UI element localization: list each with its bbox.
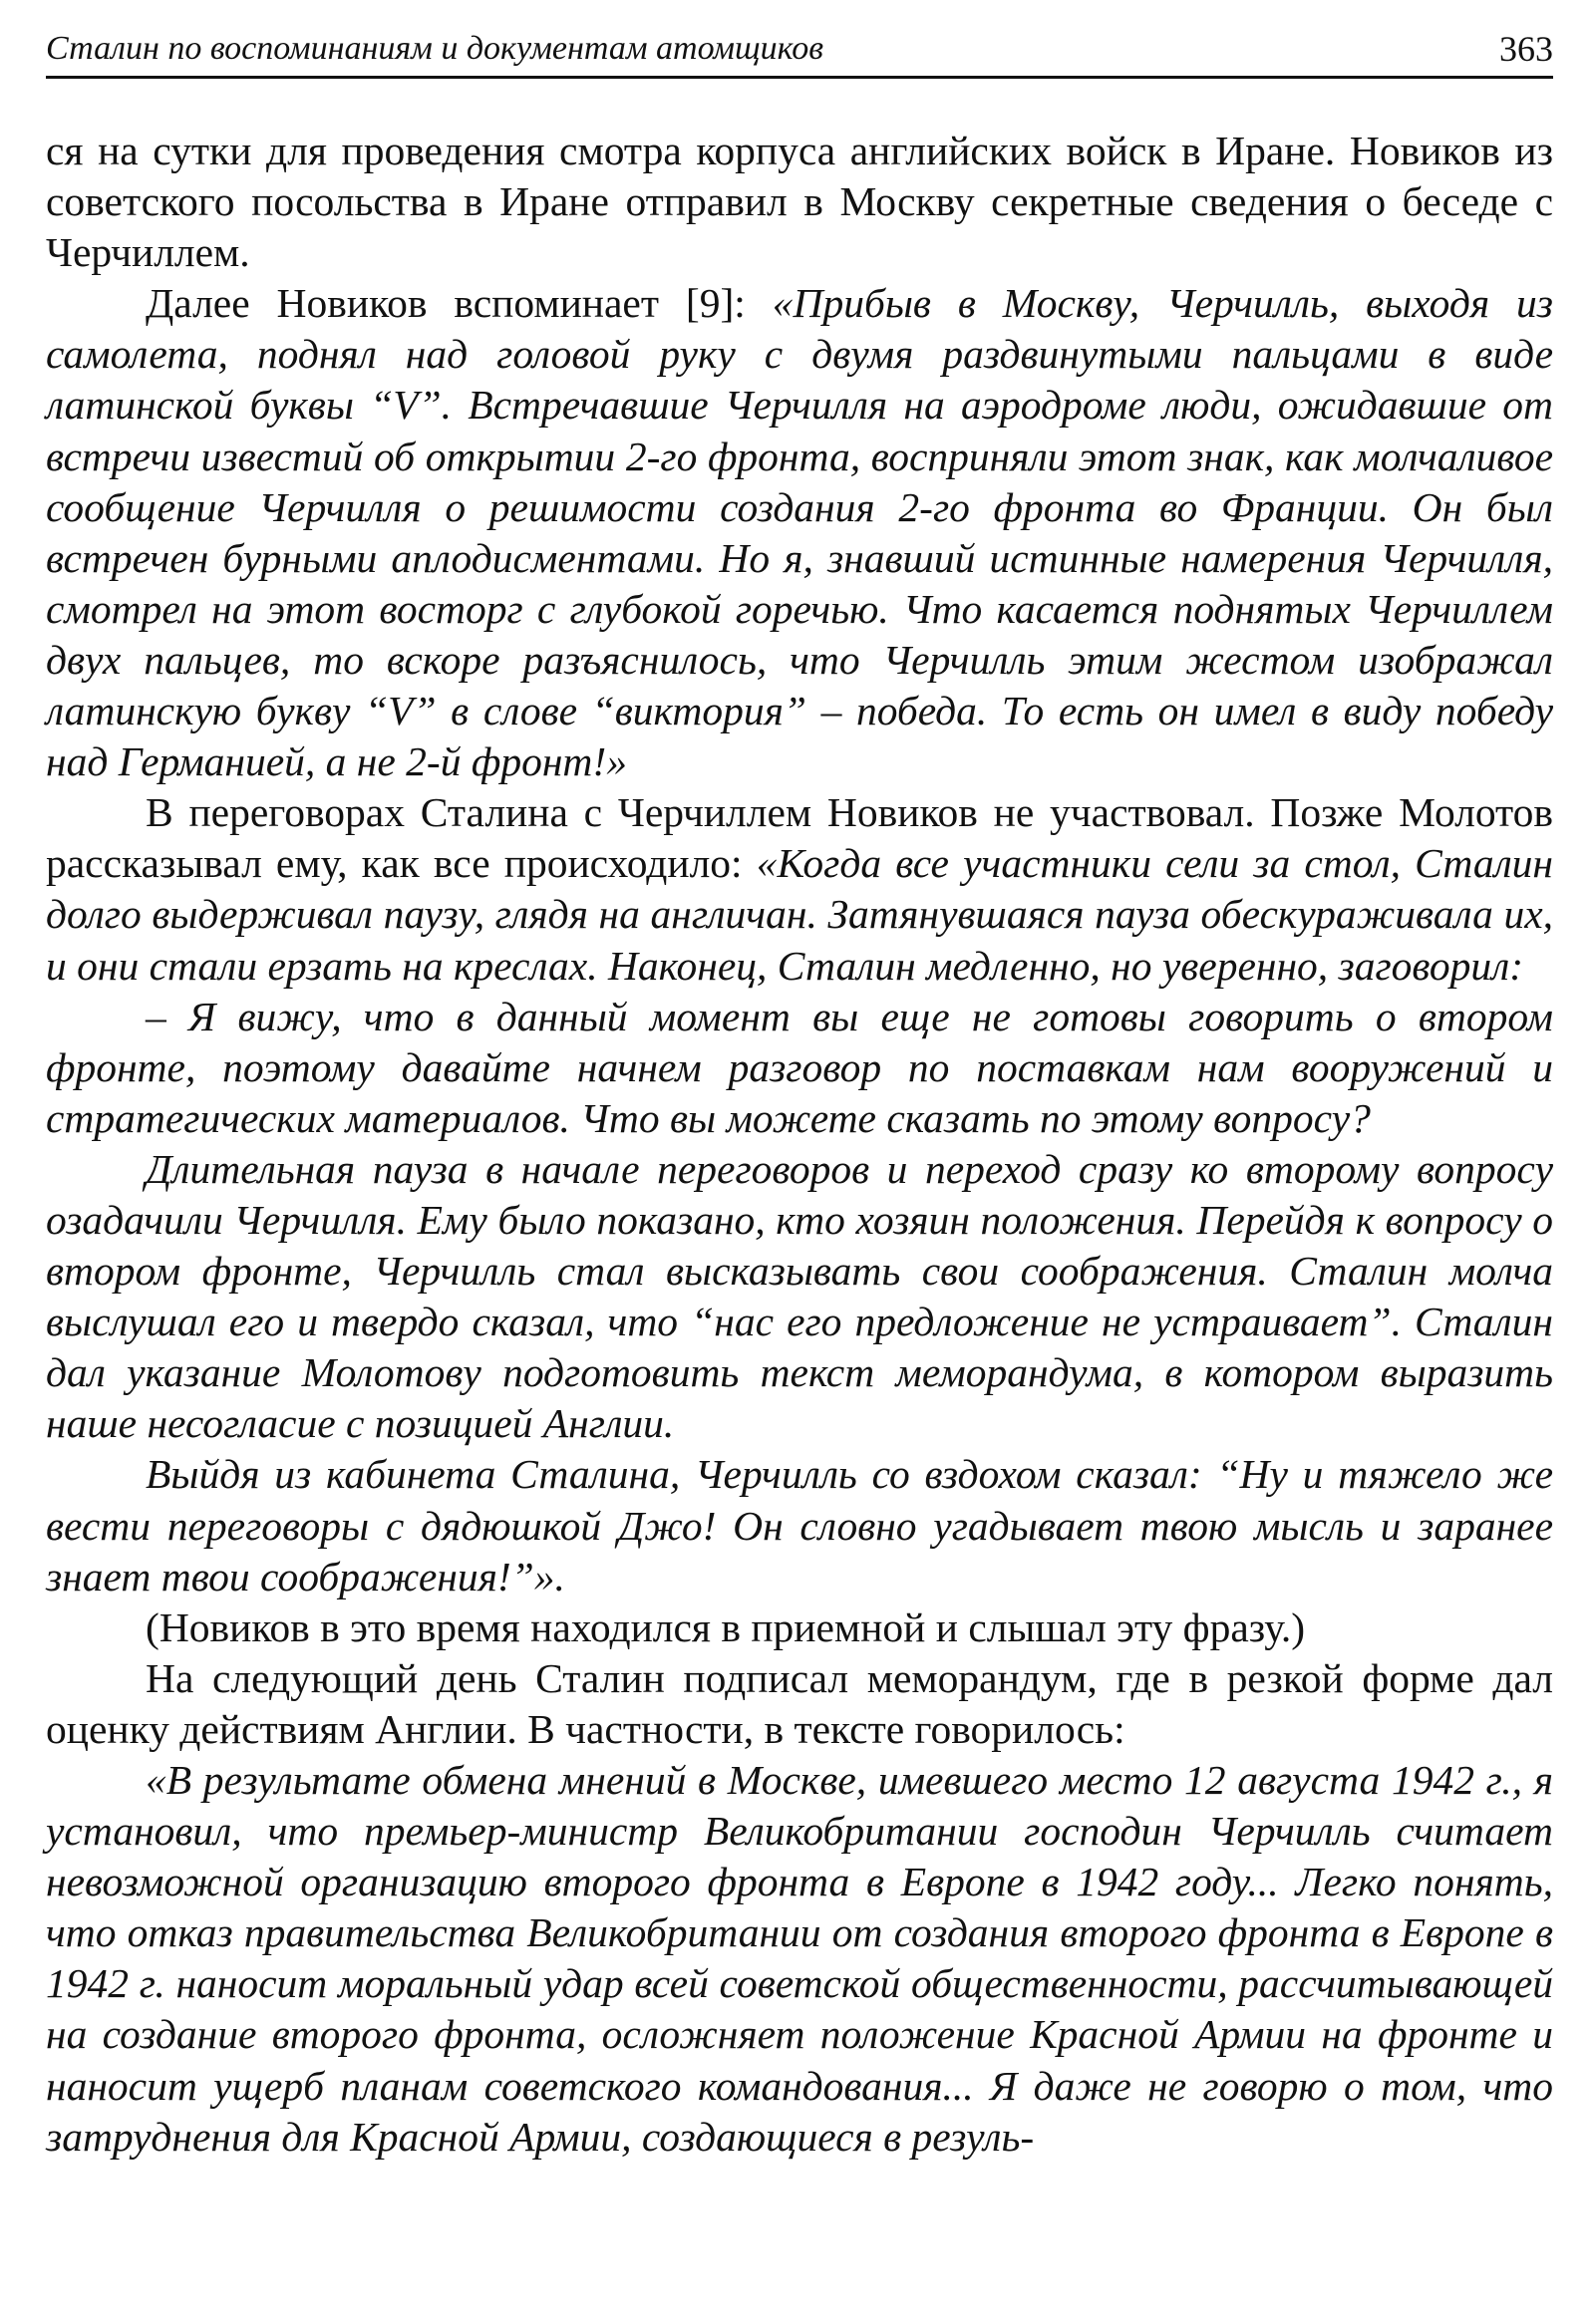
paragraph: [46, 992, 1553, 1144]
quotation-text: Длительная пауза в начале переговоров и переход сразу ко второму вопросу озадачили Черчилля. Ему было показано, кто хозяин положения. Перейдя к вопросу о втором фронте, Черчилль стал высказывать свои соображения. Сталин молча выслушал его и твердо сказал, что “нас его предложение не устраивает”. Сталин дал указание Молотову подготовить текст меморандума, в котором выразить наше несогласие с позицией Англии.: [46, 1145, 1553, 1447]
paragraph: [46, 787, 1553, 991]
paragraph-text: (Новиков в это время находился в приемной и слышал эту фразу.): [146, 1603, 1306, 1650]
paragraph: [46, 278, 1553, 787]
quotation-text: Выйдя из кабинета Сталина, Черчилль со вздохом сказал: “Ну и тяжело же вести переговоры с дядюшкой Джо! Он словно угадывает твою мысль и заранее знает твои соображения!”».: [46, 1451, 1553, 1599]
paragraph-text: Далее Новиков вспоминает [9]:: [146, 280, 773, 327]
paragraph: [46, 1449, 1553, 1601]
running-header-title: Сталин по воспоминаниям и документам атомщиков: [46, 30, 824, 67]
quotation-text: – Я вижу, что в данный момент вы еще не готовы говорить о втором фронте, поэтому давайте начнем разговор по поставкам нам вооружений и стратегических материалов. Что вы можете сказать по этому вопросу?: [46, 993, 1553, 1141]
running-header: [46, 26, 1553, 79]
paragraph: [46, 1755, 1553, 2163]
paragraph-text: ся на сутки для проведения смотра корпуса английских войск в Иране. Новиков из советского посольства в Иране отправил в Москву секретные сведения о беседе с Черчиллем.: [46, 128, 1553, 276]
page-number: 363: [1499, 29, 1553, 69]
body-text: [46, 126, 1553, 2163]
paragraph: [46, 1653, 1553, 1755]
quotation-text: «В результате обмена мнений в Москве, имевшего место 12 августа 1942 г., я установил, что премьер-министр Великобритании господин Черчилль считает невозможной организацию второго фронта в Европе в 1942 году... Легко понять, что отказ правительства Великобритании от создания второго фронта в Европе в 1942 г. наносит моральный удар всей советской общественности, рассчитывающей на создание второго фронта, осложняет положение Красной Армии на фронте и наносит ущерб планам советского командования... Я даже не говорю о том, что затруднения для Красной Армии, создающиеся в резуль-: [46, 1757, 1553, 2160]
paragraph-text: На следующий день Сталин подписал меморандум, где в резкой форме дал оценку действиям Англии. В частности, в тексте говорилось:: [46, 1654, 1553, 1752]
quotation-text: «Когда все участники сели за стол, Сталин долго выдерживал паузу, глядя на англичан. Затянувшаяся пауза обескураживала их, и они стали ерзать на креслах. Наконец, Сталин медленно, но уверенно, заговорил:: [46, 840, 1553, 989]
paragraph: [46, 1144, 1553, 1450]
quotation-text: «Прибыв в Москву, Черчилль, выходя из самолета, поднял над головой руку с двумя раздвинутыми пальцами в виде латинской буквы “V”. Встречавшие Черчилля на аэродроме люди, ожидавшие от встречи известий об открытии 2-го фронта, восприняли этот знак, как молчаливое сообщение Черчилля о решимости создания 2-го фронта во Франции. Он был встречен бурными аплодисментами. Но я, знавший истинные намерения Черчилля, смотрел на этот восторг с глубокой горечью. Что касается поднятых Черчиллем двух пальцев, то вскоре разъяснилось, что Черчилль этим жестом изображал латинскую букву “V” в слове “виктория” – победа. То есть он имел в виду победу над Германией, а не 2-й фронт!»: [46, 280, 1553, 785]
paragraph: [46, 126, 1553, 278]
paragraph: [46, 1602, 1553, 1653]
paragraph-text: В переговорах Сталина с Черчиллем Новиков не участвовал. Позже Молотов рассказывал ему, как все происходило:: [46, 789, 1553, 887]
